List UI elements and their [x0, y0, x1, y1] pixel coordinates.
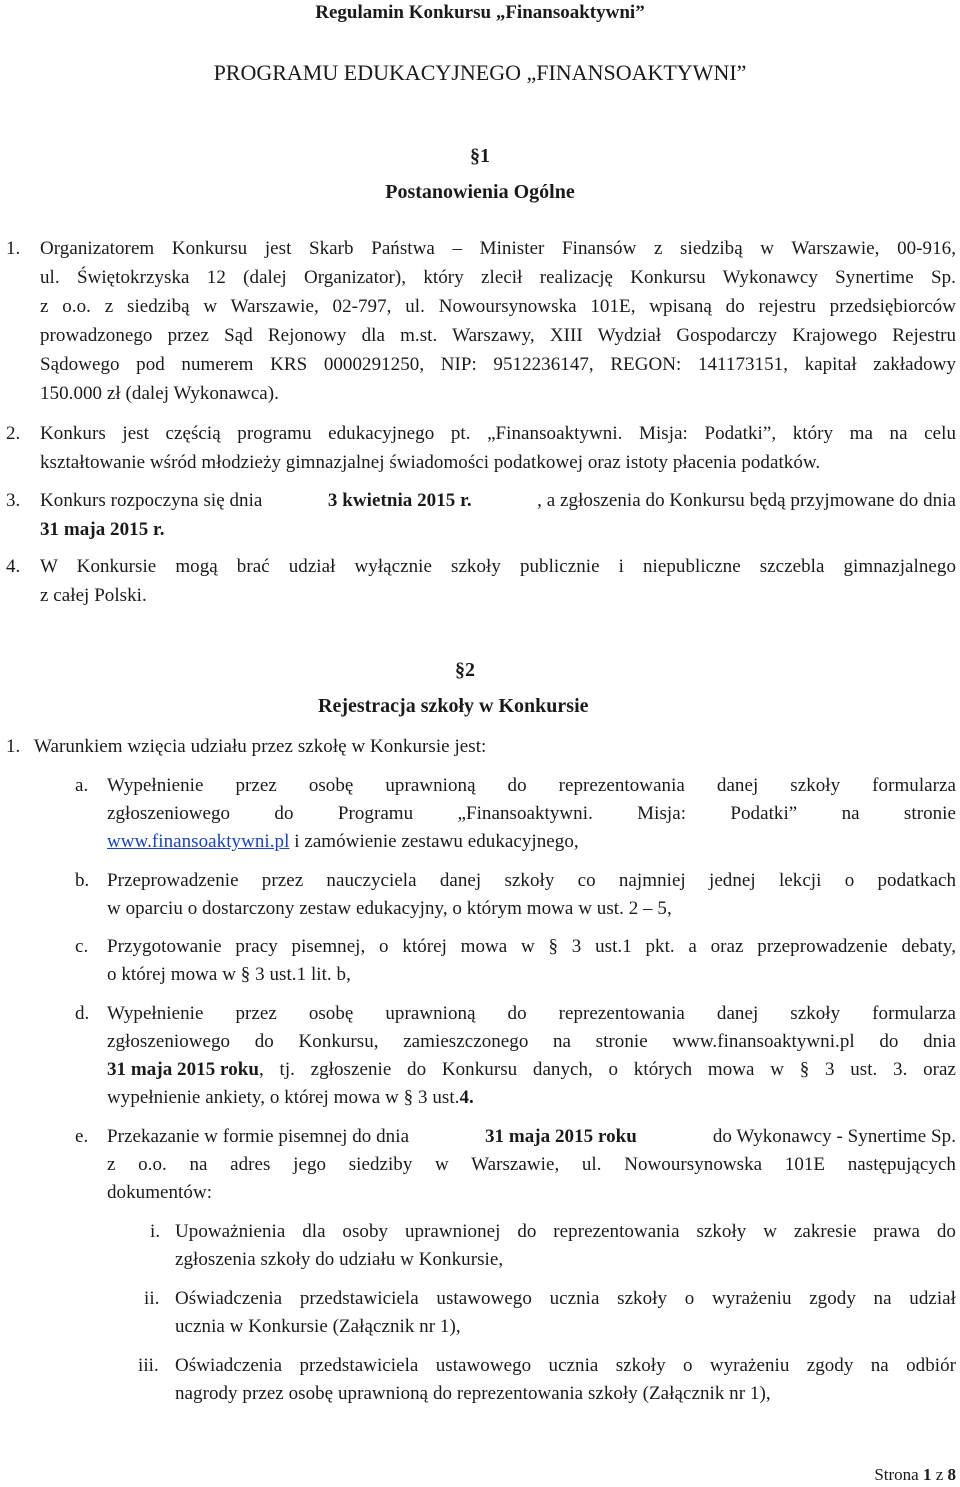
text-segment: , a zgłoszenia do Konkursu będą przyjmowane do dnia: [537, 490, 956, 511]
deadline-date: 31 maja 2015 roku: [107, 1059, 259, 1080]
item-line: Przeprowadzenie przez nauczyciela danej szkoły co najmniej jednej lekcji o podatkach: [107, 870, 956, 891]
text-segment: i zamówienie zestawu edukacyjnego,: [289, 831, 579, 852]
paragraph-line: Sądowego pod numerem KRS 0000291250, NIP: 9512236147, REGON: 141173151, kapitał zakładowy: [40, 354, 956, 375]
paragraph-line: kształtowanie wśród młodzieży gimnazjalnej świadomości podatkowej oraz istoty płacenia podatków.: [40, 452, 821, 473]
text-segment: , tj. zgłoszenie do Konkursu danych, o których mowa w § 3 ust. 3. oraz: [258, 1059, 956, 1080]
item-letter: a.: [75, 775, 89, 796]
paragraph-number: 1.: [6, 238, 21, 259]
item-line: zgłoszeniowego do Programu „Finansoaktywni. Misja: Podatki” na stronie: [107, 803, 956, 824]
document-title: Regulamin Konkursu „Finansoaktywni”: [315, 2, 645, 23]
item-line: [107, 828, 579, 856]
program-title: PROGRAMU EDUKACYJNEGO „FINANSOAKTYWNI”: [213, 60, 747, 85]
paragraph-number: 2.: [6, 423, 21, 444]
page-label: Strona: [874, 1465, 923, 1484]
item-line: z o.o. na adres jego siedziby w Warszawie, ul. Nowoursynowska 101E następujących: [107, 1154, 956, 1175]
paragraph-line: W Konkursie mogą brać udział wyłącznie szkoły publicznie i niepubliczne szczebla gimnazjalnego: [40, 556, 956, 577]
subitem-line: Oświadczenia przedstawiciela ustawowego ucznia szkoły o wyrażeniu zgody na odbiór: [175, 1355, 956, 1376]
paragraph-line: [40, 487, 956, 515]
item-line: o której mowa w § 3 ust.1 lit. b,: [107, 964, 351, 985]
item-line: Wypełnienie przez osobę uprawnioną do reprezentowania danej szkoły formularza: [107, 1003, 956, 1024]
item-line: Wypełnienie przez osobę uprawnioną do reprezentowania danej szkoły formularza: [107, 775, 956, 796]
text-segment: 4.: [459, 1087, 474, 1108]
item-line: zgłoszeniowego do Konkursu, zamieszczonego na stronie www.finansoaktywni.pl do dnia: [107, 1031, 956, 1052]
subitem-line: Upoważnienia dla osoby uprawnionej do reprezentowania szkoły w zakresie prawa do: [175, 1221, 956, 1242]
item-line: [107, 1123, 956, 1151]
subitem-number: ii.: [144, 1288, 160, 1309]
item-line: Przygotowanie pracy pisemnej, o której mowa w § 3 ust.1 pkt. a oraz przeprowadzenie debaty,: [107, 936, 956, 957]
section-2-number: §2: [455, 659, 475, 681]
section-1-number: §1: [470, 145, 490, 167]
subitem-line: nagrody przez osobę uprawnioną do reprezentowania szkoły (Załącznik nr 1),: [175, 1383, 771, 1404]
item-letter: d.: [75, 1003, 90, 1024]
page-sep: z: [931, 1465, 948, 1484]
item-line: w oparciu o dostarczony zestaw edukacyjny, o którym mowa w ust. 2 – 5,: [107, 898, 672, 919]
item-line: dokumentów:: [107, 1182, 213, 1203]
paragraph-line: Konkurs jest częścią programu edukacyjnego pt. „Finansoaktywni. Misja: Podatki”, który ma na celu: [40, 423, 956, 444]
subitem-number: i.: [150, 1221, 161, 1242]
text-segment: Przekazanie w formie pisemnej do dnia: [107, 1126, 410, 1147]
deadline-date: 31 maja 2015 r.: [40, 519, 165, 540]
paragraph-line: ul. Świętokrzyska 12 (dalej Organizator), który zlecił realizację Konkursu Wykonawcy Synertime Sp.: [40, 267, 956, 288]
item-letter: c.: [75, 936, 89, 957]
paragraph-line: z całej Polski.: [40, 585, 147, 606]
paragraph-line: prowadzonego przez Sąd Rejonowy dla m.st. Warszawy, XIII Wydział Gospodarczy Krajowego Rejestru: [40, 325, 956, 346]
item-letter: e.: [75, 1126, 89, 1147]
paragraph-number: 1.: [6, 736, 21, 757]
subitem-line: Oświadczenia przedstawiciela ustawowego ucznia szkoły o wyrażeniu zgody na udział: [175, 1288, 956, 1309]
paragraph-line: z o.o. z siedzibą w Warszawie, 02-797, ul. Nowoursynowska 101E, wpisaną do rejestru przedsiębiorców: [40, 296, 956, 317]
paragraph-line: Organizatorem Konkursu jest Skarb Państwa – Minister Finansów z siedzibą w Warszawie, 00-916,: [40, 238, 956, 259]
text-segment: wypełnienie ankiety, o której mowa w § 3 ust.: [107, 1087, 460, 1108]
text-segment: do Wykonawcy - Synertime Sp.: [712, 1126, 956, 1147]
page-number: [874, 1463, 956, 1487]
text-segment: Konkurs rozpoczyna się dnia: [40, 490, 263, 511]
paragraph-line: 150.000 zł (dalej Wykonawca).: [40, 383, 279, 404]
start-date: 3 kwietnia 2015 r.: [327, 490, 472, 511]
current-page: 1: [922, 1465, 932, 1484]
paragraph-number: 3.: [6, 490, 21, 511]
subitem-number: iii.: [138, 1355, 159, 1376]
subitem-line: zgłoszenia szkoły do udziału w Konkursie,: [175, 1249, 504, 1270]
subitem-line: ucznia w Konkursie (Załącznik nr 1),: [175, 1316, 461, 1337]
paragraph-line: Warunkiem wzięcia udziału przez szkołę w Konkursie jest:: [34, 736, 487, 757]
total-pages: 8: [947, 1465, 956, 1484]
paragraph-number: 4.: [6, 556, 21, 577]
section-2-title: Rejestracja szkoły w Konkursie: [318, 695, 589, 717]
item-letter: b.: [75, 870, 90, 891]
item-line: [107, 1056, 956, 1084]
deadline-date: 31 maja 2015 roku: [484, 1126, 637, 1147]
website-link[interactable]: www.finansoaktywni.pl: [107, 831, 290, 852]
item-line: [107, 1084, 474, 1112]
section-1-title: Postanowienia Ogólne: [385, 181, 575, 203]
